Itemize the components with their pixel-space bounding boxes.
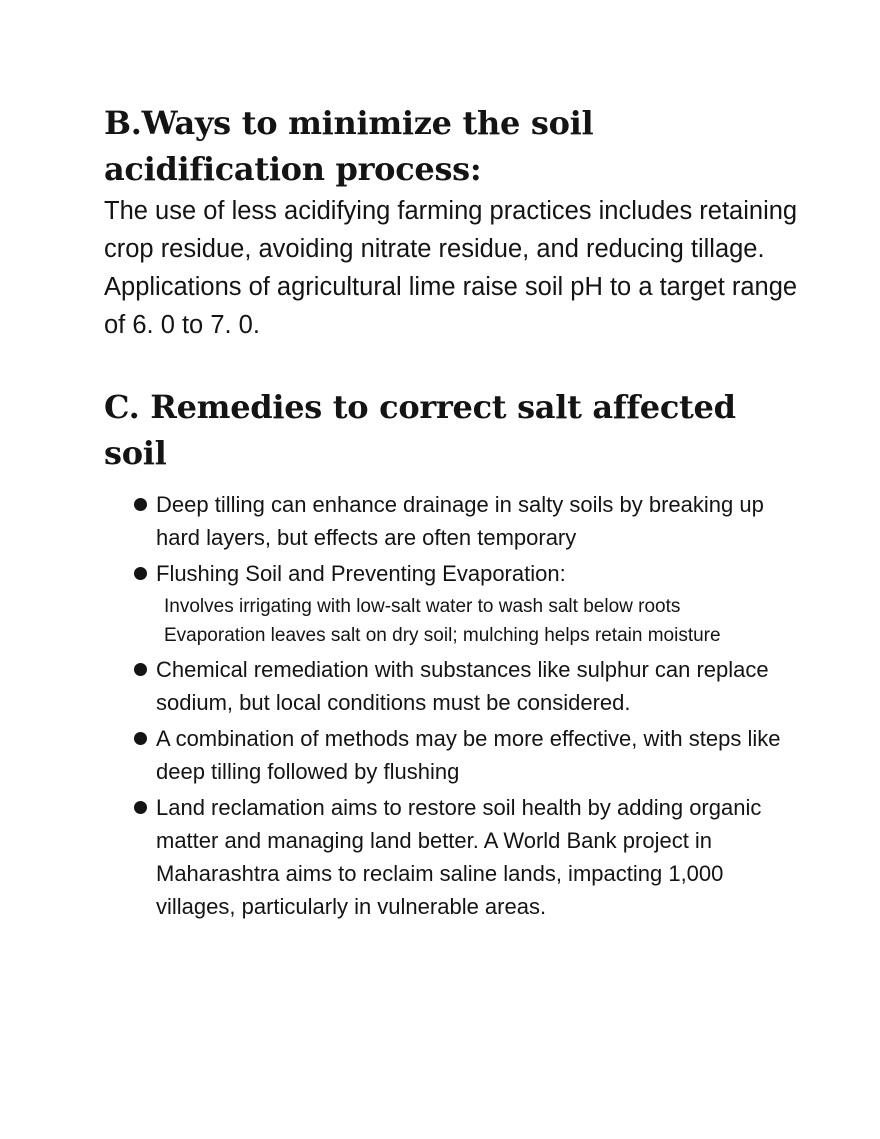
section-b-paragraph-1: The use of less acidifying farming practices includes retaining crop residue, avoiding nitrate residue, and reducing tillage. [104,197,798,263]
bullet-icon [134,663,147,676]
list-item [104,791,804,923]
section-b-paragraph-2: Applications of agricultural lime raise soil pH to a target range of 6. 0 to 7. 0. [104,273,798,339]
list-item-text: Flushing Soil and Preventing Evaporation: [156,561,566,586]
list-item-text: A combination of methods may be more effective, with steps like deep tilling followed by flushing [156,726,781,784]
section-c-heading: C. Remedies to correct salt affected soil [104,388,736,472]
bullet-icon [134,567,147,580]
bullet-icon [134,732,147,745]
sub-list [156,592,804,650]
list-item-text: Deep tilling can enhance drainage in salty soils by breaking up hard layers, but effects are often temporary [156,492,764,550]
list-item [104,557,804,650]
section-b-heading: B.Ways to minimize the soil acidification process: [104,104,594,188]
list-item [104,488,804,554]
remedies-list [104,488,804,923]
bullet-icon [134,498,147,511]
document-page [104,100,804,926]
list-item [104,653,804,719]
list-item-text: Chemical remediation with substances like sulphur can replace sodium, but local conditions must be considered. [156,657,769,715]
list-item [104,722,804,788]
sub-list-item: Involves irrigating with low-salt water to wash salt below roots [164,596,681,617]
bullet-icon [134,801,147,814]
sub-list-item: Evaporation leaves salt on dry soil; mulching helps retain moisture [164,625,721,646]
list-item-text: Land reclamation aims to restore soil health by adding organic matter and managing land better. A World Bank project in Maharashtra aims to reclaim saline lands, impacting 1,000 villages, particularly in vulnerable areas. [156,795,762,919]
